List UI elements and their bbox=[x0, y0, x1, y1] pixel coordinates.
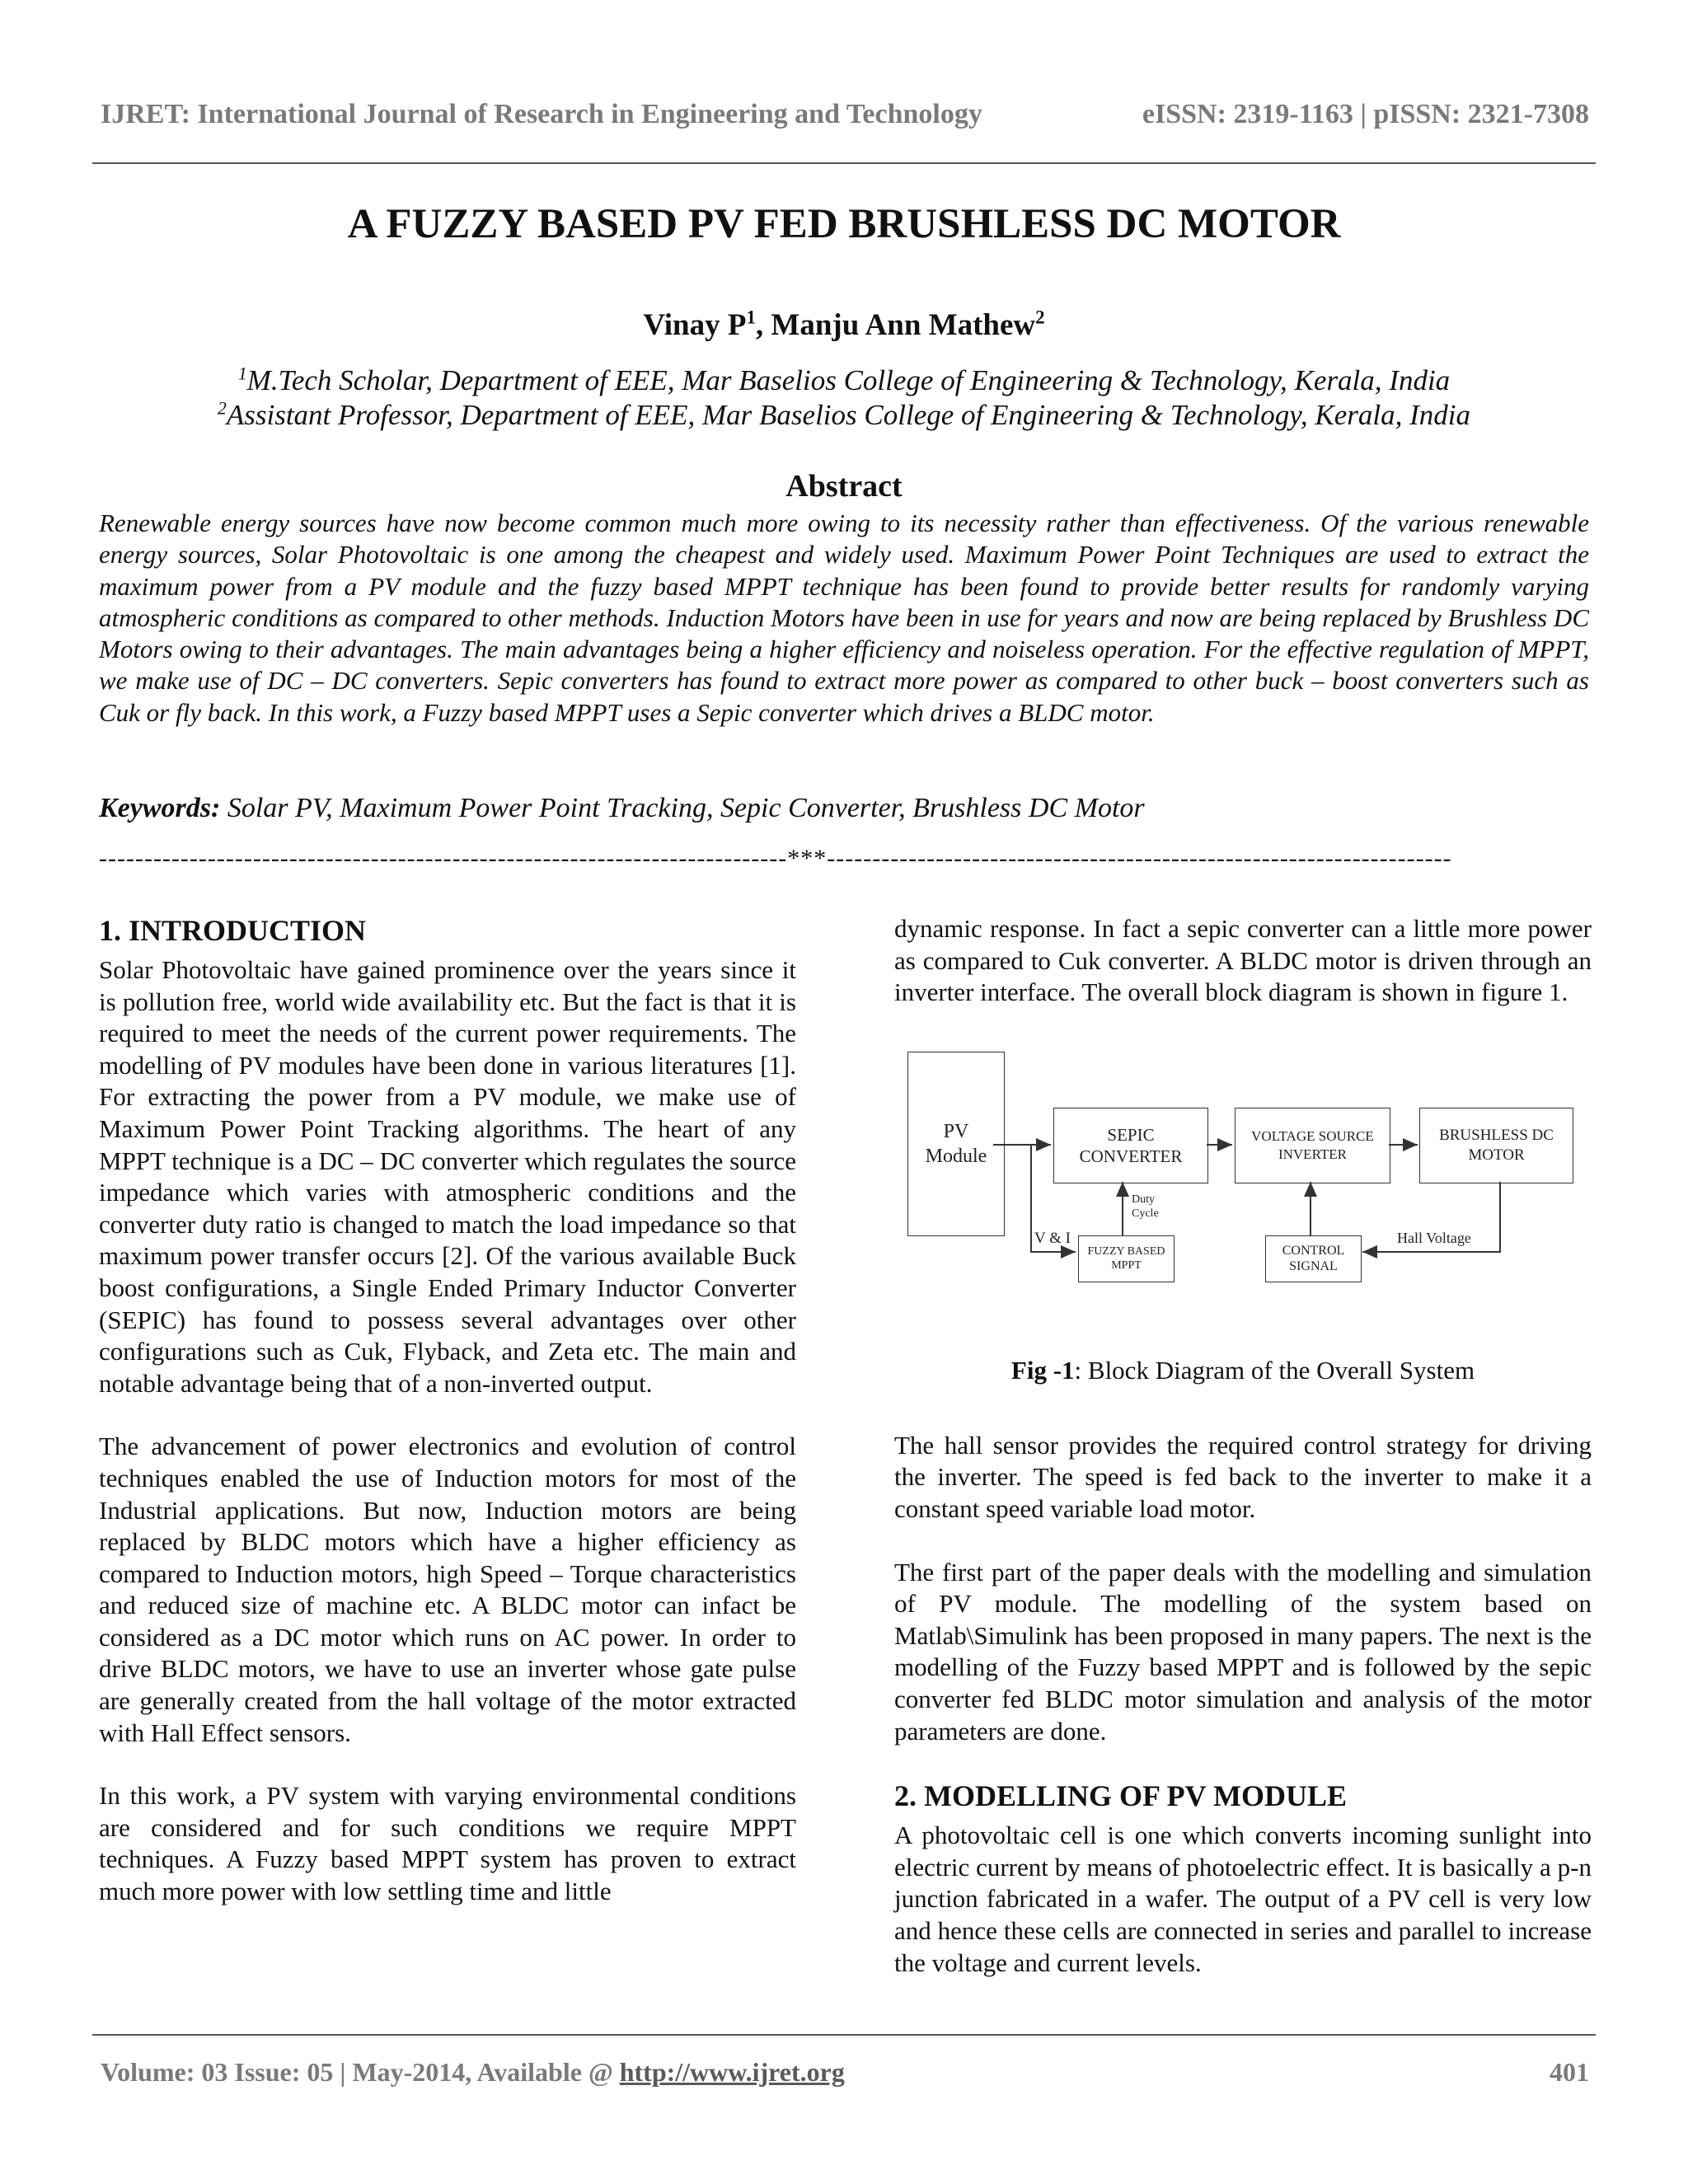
affiliation-sup: 2 bbox=[218, 398, 227, 419]
vsi-label-2: INVERTER bbox=[1278, 1146, 1347, 1162]
keywords-label: Keywords: bbox=[99, 793, 221, 823]
control-label: CONTROL bbox=[1282, 1244, 1345, 1258]
control-label-2: SIGNAL bbox=[1289, 1259, 1338, 1274]
pv-module-block bbox=[907, 1052, 1005, 1236]
journal-link[interactable]: http://www.ijret.org bbox=[619, 2057, 845, 2087]
keywords bbox=[99, 793, 1145, 824]
sepic-label: SEPIC bbox=[1107, 1124, 1155, 1145]
v-i-label: V & I bbox=[1034, 1229, 1071, 1247]
bldc-motor-block bbox=[1419, 1108, 1573, 1183]
journal-name: IJRET: International Journal of Research in Engineering and Technology bbox=[101, 99, 982, 129]
issn-info: eISSN: 2319-1163 | pISSN: 2321-7308 bbox=[1142, 99, 1589, 129]
affiliation-text: Assistant Professor, Department of EEE, Mar Baselios College of Engineering & Technology, Kerala, India bbox=[226, 399, 1470, 431]
hall-voltage-label: Hall Voltage bbox=[1397, 1229, 1471, 1246]
voltage-source-inverter-block bbox=[1235, 1108, 1390, 1183]
header-rule bbox=[92, 162, 1596, 164]
sepic-converter-block bbox=[1053, 1108, 1208, 1183]
intro-paragraph-2: The advancement of power electronics and evolution of control techniques enabled the use of Induction motors for most of the Industrial applications. But now, Induction motors are being replaced by BLDC motors which have a higher efficiency as compared to Induction motors, high Speed – Torque characteristics and reduced size of machine etc. A BLDC motor can infact be considered as a DC motor which runs on AC power. In order to drive BLDC motors, we have to use an inverter whose gate pulse are generally created from the hall voltage of the motor extracted with Hall Effect sensors. bbox=[99, 1432, 796, 1747]
pv-heading: 2. MODELLING OF PV MODULE bbox=[894, 1779, 1348, 1813]
author-sup: 2 bbox=[1035, 307, 1045, 328]
left-column bbox=[99, 913, 796, 1908]
section-separator: ----------------------------------------------------------------------------***--------------------------------------------------------------------- bbox=[99, 845, 1452, 872]
keywords-text: Solar PV, Maximum Power Point Tracking, Sepic Converter, Brushless DC Motor bbox=[220, 793, 1145, 823]
intro-paragraph-3: In this work, a PV system with varying environmental conditions are considered and for such conditions we require MPPT techniques. A Fuzzy based MPPT system has proven to extract much more power with low settling time and little bbox=[99, 1781, 796, 1906]
affiliation-1 bbox=[0, 364, 1688, 397]
affiliation-sup: 1 bbox=[237, 363, 247, 384]
author-name: Manju Ann Mathew bbox=[771, 308, 1036, 342]
right-paragraph-2: The hall sensor provides the required control strategy for driving the inverter. The speed is fed back to the inverter to make it a constant speed variable load motor. bbox=[894, 1430, 1592, 1523]
pv-label-2: Module bbox=[925, 1145, 987, 1167]
sepic-label-2: CONVERTER bbox=[1079, 1146, 1183, 1166]
bldc-label: BRUSHLESS DC bbox=[1439, 1126, 1554, 1144]
pv-label: PV bbox=[943, 1120, 969, 1142]
author-name: Vinay P bbox=[643, 308, 747, 342]
cycle-label: Cycle bbox=[1132, 1207, 1159, 1220]
intro-heading: 1. INTRODUCTION bbox=[99, 914, 367, 947]
affiliation-text: M.Tech Scholar, Department of EEE, Mar Baselios College of Engineering & Technology, Kerala, India bbox=[246, 364, 1451, 396]
affiliation-2 bbox=[0, 399, 1688, 432]
abstract-heading: Abstract bbox=[785, 469, 903, 504]
bldc-label-2: MOTOR bbox=[1468, 1146, 1525, 1164]
page-number: 401 bbox=[1550, 2057, 1589, 2087]
footer-rule bbox=[92, 2034, 1596, 2036]
block-diagram bbox=[894, 1042, 1592, 1334]
right-paragraph-1: dynamic response. In fact a sepic converter can a little more power as compared to Cuk converter. A BLDC motor is driven through an inverter interface. The overall block diagram is shown in figure 1. bbox=[894, 914, 1592, 1007]
duty-label: Duty bbox=[1132, 1193, 1155, 1206]
footer-volume-text: Volume: 03 Issue: 05 | May-2014, Available @ bbox=[101, 2057, 620, 2087]
pv-paragraph-1: A photovoltaic cell is one which converts incoming sunlight into electric current by means of photoelectric effect. It is basically a p-n junction fabricated in a wafer. The output of a PV cell is very low and hence these cells are connected in series and parallel to increase the voltage and current levels. bbox=[894, 1821, 1592, 1977]
mppt-label: FUZZY BASED bbox=[1087, 1245, 1165, 1258]
fuzzy-mppt-block bbox=[1078, 1235, 1175, 1282]
vsi-label: VOLTAGE SOURCE bbox=[1251, 1127, 1374, 1144]
right-paragraph-3: The first part of the paper deals with the modelling and simulation of PV module. The modelling of the system based on Matlab\Simulink has been proposed in many papers. The next is the modelling of the Fuzzy based MPPT and is followed by the sepic converter fed BLDC motor simulation and analysis of the motor parameters are done. bbox=[894, 1557, 1592, 1746]
author-sup: 1 bbox=[746, 307, 756, 328]
author-list: Vinay $P^1$, Manju Ann Mathew$^2$ bbox=[643, 307, 1045, 342]
caption-text: : Block Diagram of the Overall System bbox=[1074, 1355, 1475, 1385]
duty-cycle-label bbox=[1132, 1193, 1159, 1221]
intro-paragraph-1: Solar Photovoltaic have gained prominence over the years since it is pollution free, world wide availability etc. But the fact is that it is required to meet the needs of the current power requirements. The modelling of PV modules have been done in various literatures [1]. For extracting the power from a PV module, we make use of Maximum Power Point Tracking algorithms. The heart of any MPPT technique is a DC – DC converter which regulates the source impedance which varies with atmospheric conditions and the converter duty ratio is changed to match the load impedance so that maximum power transfer occurs [2]. Of the various available Buck boost configurations, a Single Ended Primary Inductor Converter (SEPIC) has found to possess several advantages over other configurations such as Cuk, Flyback, and Zeta etc. The main and notable advantage being that of a non-inverted output. bbox=[99, 955, 796, 1398]
paper-title: A FUZZY BASED PV FED BRUSHLESS DC MOTOR bbox=[347, 201, 1341, 247]
right-column bbox=[894, 913, 1592, 1979]
control-signal-block bbox=[1265, 1235, 1362, 1282]
footer-volume bbox=[101, 2057, 845, 2088]
mppt-label-2: MPPT bbox=[1111, 1259, 1142, 1272]
caption-label: Fig -1 bbox=[1010, 1355, 1075, 1385]
abstract-text: Renewable energy sources have now become common much more owing to its necessity rather than effectiveness. Of the various renewable energy sources, Solar Photovoltaic is one among the cheapest and widely used. Maximum Power Point Techniques are used to extract the maximum power from a PV module and the fuzzy based MPPT technique has been found to provide better results for randomly varying atmospheric conditions as compared to other methods. Induction Motors have been in use for years and now are being replaced by Brushless DC Motors owing to their advantages. The main advantages being a higher efficiency and noiseless operation. For the effective regulation of MPPT, we make use of DC – DC converters. Sepic converters has found to extract more power as compared to other buck – boost converters such as Cuk or fly back. In this work, a Fuzzy based MPPT uses a Sepic converter which drives a BLDC motor. bbox=[99, 509, 1589, 727]
figure-caption bbox=[894, 1356, 1592, 1385]
